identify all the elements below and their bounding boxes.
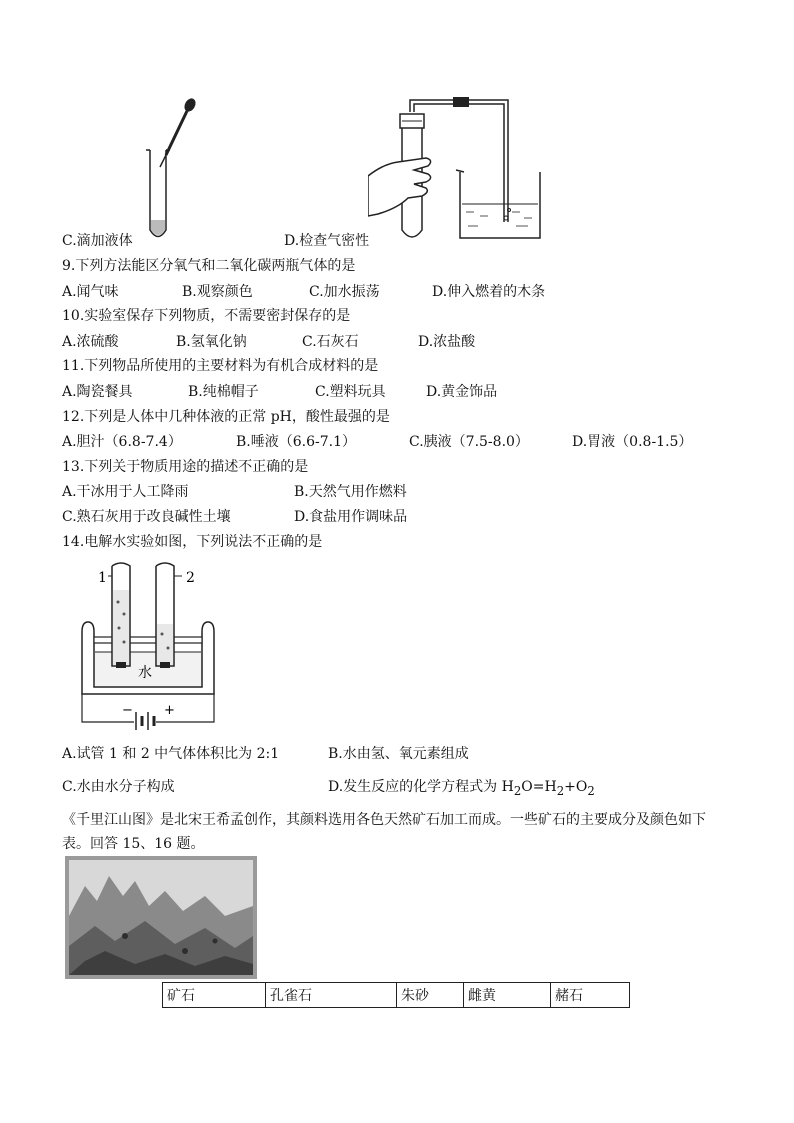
q13-option-d: D.食盐用作调味品 <box>294 509 408 525</box>
tube-label-2: 2 <box>186 570 195 586</box>
q14-option-d-prefix: D.发生反应的化学方程式为 H <box>328 779 514 795</box>
q10-option-c: C.石灰石 <box>302 334 359 350</box>
battery-plus: + <box>164 703 175 718</box>
electrolysis-figure <box>72 562 222 732</box>
q13-stem: 13.下列关于物质用途的描述不正确的是 <box>62 459 309 475</box>
painting-image <box>65 856 257 979</box>
q12-option-d: D.胃液（0.8-1.5） <box>572 434 693 450</box>
table-cell: 雌黄 <box>464 983 551 1008</box>
airtightness-check-figure <box>368 92 568 244</box>
q11-stem: 11.下列物品所使用的主要材料为有机合成材料的是 <box>62 358 379 374</box>
table-cell: 矿石 <box>163 983 266 1008</box>
tube-label-1: 1 <box>98 570 107 586</box>
q11-option-c: C.塑料玩具 <box>315 384 386 400</box>
q13-option-a: A.干冰用于人工降雨 <box>62 484 189 500</box>
q9-option-c: C.加水振荡 <box>309 284 380 300</box>
table-cell: 赭石 <box>551 983 630 1008</box>
q11-option-d: D.黄金饰品 <box>426 384 498 400</box>
q9-option-b: B.观察颜色 <box>182 284 253 300</box>
q12-option-b: B.唾液（6.6-7.1） <box>236 434 356 450</box>
q12-option-a: A.胆汁（6.8-7.4） <box>62 434 182 450</box>
q8-option-d: D.检查气密性 <box>284 233 370 249</box>
mineral-table <box>162 982 630 1008</box>
q14-option-b: B.水由氢、氧元素组成 <box>328 746 469 762</box>
q10-option-a: A.浓硫酸 <box>62 334 119 350</box>
q8-option-c: C.滴加液体 <box>62 233 133 249</box>
q13-option-c: C.熟石灰用于改良碱性土壤 <box>62 509 231 525</box>
q10-option-d: D.浓盐酸 <box>418 334 476 350</box>
q9-stem: 9.下列方法能区分氧气和二氧化碳两瓶气体的是 <box>62 258 356 274</box>
q14-stem: 14.电解水实验如图，下列说法不正确的是 <box>62 534 323 550</box>
q9-option-a: A.闻气味 <box>62 284 119 300</box>
q9-option-d: D.伸入燃着的木条 <box>432 284 546 300</box>
water-label: 水 <box>138 665 152 681</box>
q11-option-b: B.纯棉帽子 <box>188 384 259 400</box>
q12-option-c: C.胰液（7.5-8.0） <box>409 434 529 450</box>
q11-option-a: A.陶瓷餐具 <box>62 384 133 400</box>
q10-stem: 10.实验室保存下列物质，不需要密封保存的是 <box>62 308 351 324</box>
table-cell: 孔雀石 <box>266 983 397 1008</box>
battery-minus: − <box>122 703 133 718</box>
q14-option-d: D.发生反应的化学方程式为 $H_2O=H_2+O_2$ <box>328 779 595 798</box>
passage-text: 《千里江山图》是北宋王希孟创作，其颜料选用各色天然矿石加工而成。一些矿石的主要成分及颜色如下表。回答 15、16 题。 <box>62 812 706 852</box>
table-cell: 朱砂 <box>397 983 464 1008</box>
q13-option-b: B.天然气用作燃料 <box>294 484 407 500</box>
table-row <box>163 983 630 1008</box>
q14-option-c: C.水由水分子构成 <box>62 779 175 795</box>
dropper-test-tube-figure <box>140 95 200 245</box>
q10-option-b: B.氢氧化钠 <box>176 334 247 350</box>
q12-stem: 12.下列是人体中几种体液的正常 pH，酸性最强的是 <box>62 409 390 425</box>
q14-option-a: A.试管 1 和 2 中气体体积比为 2:1 <box>62 746 280 762</box>
